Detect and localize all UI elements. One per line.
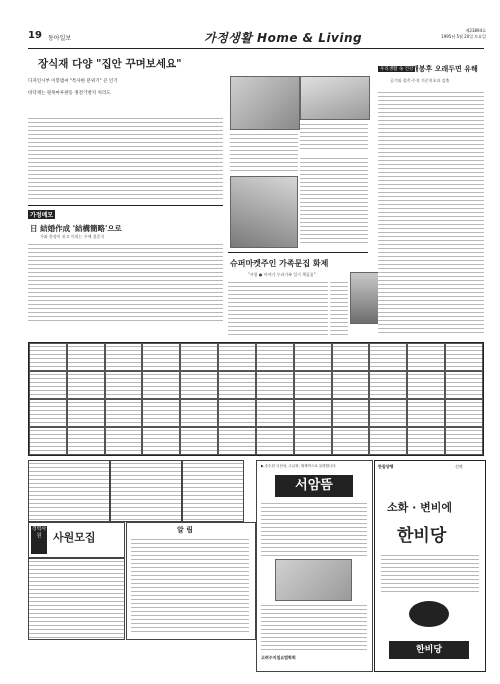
article-body [300,156,368,246]
recruit-ad [28,522,125,558]
recruit-label: 경력사원 [31,526,47,554]
ad-body [261,603,367,651]
classified-ad [332,399,370,427]
feature-headline: 슈퍼마켓주인 가족문집 화제 [230,259,329,268]
classified-ad [332,427,370,455]
feature-rule [228,252,368,253]
article-interior [28,56,228,96]
column-rule [28,205,223,210]
classified-ad [142,371,180,399]
classified-ad [67,371,105,399]
ad-brand: 한비당 [397,526,447,546]
classified-ad [142,343,180,371]
recruit-title: 사원모집 [53,531,96,544]
masthead [28,28,484,49]
classified-ad [218,399,256,427]
ad-logo: 한비당 [389,641,469,659]
notice-title: 알 림 [177,526,193,534]
classified-grid [29,343,483,455]
feature-subhead: "사랑 ● 이야기 우리가족 일기 책꿈꿈" [248,272,316,277]
classified-ad [29,343,67,371]
feature-body [228,280,328,335]
edition-info [416,28,486,40]
classified-ad [105,399,143,427]
column-headline: 日 結婚作成 '結構簡略'으로 [30,224,122,233]
section-title: 가정생활 Home & Living [204,31,363,45]
ad-tagline: ▶ 순수한 국산차, 고급화, 세계적으로 유명합니다 [261,464,336,468]
article-subhead: 바닥재는 원목마루판등 정전기방지 처리도 [28,91,111,96]
small-ad [110,460,182,522]
feature-body [330,280,348,335]
classified-ads [28,342,484,456]
classified-ad [407,371,445,399]
column-label: 가정메모 [30,212,54,219]
classified-ad [142,427,180,455]
sidebar-headline: 개봉후 오래두면 유해 [412,65,478,73]
classified-ad [67,343,105,371]
article-photo [230,76,300,130]
ad-body [261,501,367,556]
notice-body [131,537,249,635]
product-image [409,601,449,627]
classified-ad [29,399,67,427]
classified-ad [67,427,105,455]
classified-ad [180,427,218,455]
classified-ad [369,427,407,455]
newspaper-name: 동아일보 [48,35,72,42]
recruit-body [28,558,125,640]
classified-ad [29,371,67,399]
classified-ad [294,399,332,427]
sidebar-body [378,90,484,336]
article-headline: 장식재 다양 "집안 꾸며보세요" [38,58,182,70]
classified-ad [369,371,407,399]
ad-badge: 신약 [455,464,463,469]
classified-ad [407,427,445,455]
classified-ad [218,427,256,455]
ad-publisher: 고려수지침요법학회 [261,655,296,660]
classified-ad [256,343,294,371]
hand-photo [275,559,352,601]
classified-ad [29,427,67,455]
classified-ad [180,343,218,371]
article-photo [230,176,298,248]
sidebar-subhead: 공기와 접촉·주석 기준치초과 검출 [390,78,450,83]
column-byline: 가와 한정이 꿀고 이리는 우예 결혼식 [40,234,105,239]
classified-ad [180,399,218,427]
ad-slogan: 소화 · 변비에 [387,501,452,514]
article-body [28,116,223,200]
classified-ad [256,427,294,455]
article-subhead: 디자인시부 이봉범씨 "특사한 분위기" 큰 인기 [28,79,118,84]
column-body [28,242,223,322]
classified-ad [218,371,256,399]
classified-ad [369,399,407,427]
classified-ad [445,399,483,427]
seoamdeum-ad [256,460,373,672]
ad-body [381,553,479,593]
classified-ad [105,427,143,455]
small-ad [182,460,244,522]
classified-ad [256,399,294,427]
classified-ad [369,343,407,371]
small-ad [28,460,110,522]
classified-ad [407,343,445,371]
classified-ad [407,399,445,427]
article-photo [300,76,370,120]
hanbidang-ad [374,460,486,672]
classified-ad [67,399,105,427]
classified-ad [445,343,483,371]
classified-ad [294,343,332,371]
page-number: 19 [28,30,42,41]
classified-ad [294,427,332,455]
article-body [230,132,298,172]
edition-number: 제23894호 [465,28,486,33]
issue-date: 1995년 5월 20일 토요일 [441,34,486,39]
classified-ad [294,371,332,399]
classified-ad [332,343,370,371]
classified-ad [332,371,370,399]
ad-brand: 서암뜸 [275,475,353,497]
classified-ad [256,371,294,399]
sidebar-tag: 우리생활 속 건강 [380,67,414,72]
classified-ad [105,343,143,371]
ad-company: 한림양행 [378,464,394,469]
classified-ad [105,371,143,399]
classified-ad [142,399,180,427]
classified-ad [218,343,256,371]
notice-ad [126,522,256,640]
classified-ad [445,371,483,399]
classified-ad [445,427,483,455]
photo-caption [300,122,368,152]
classified-ad [180,371,218,399]
